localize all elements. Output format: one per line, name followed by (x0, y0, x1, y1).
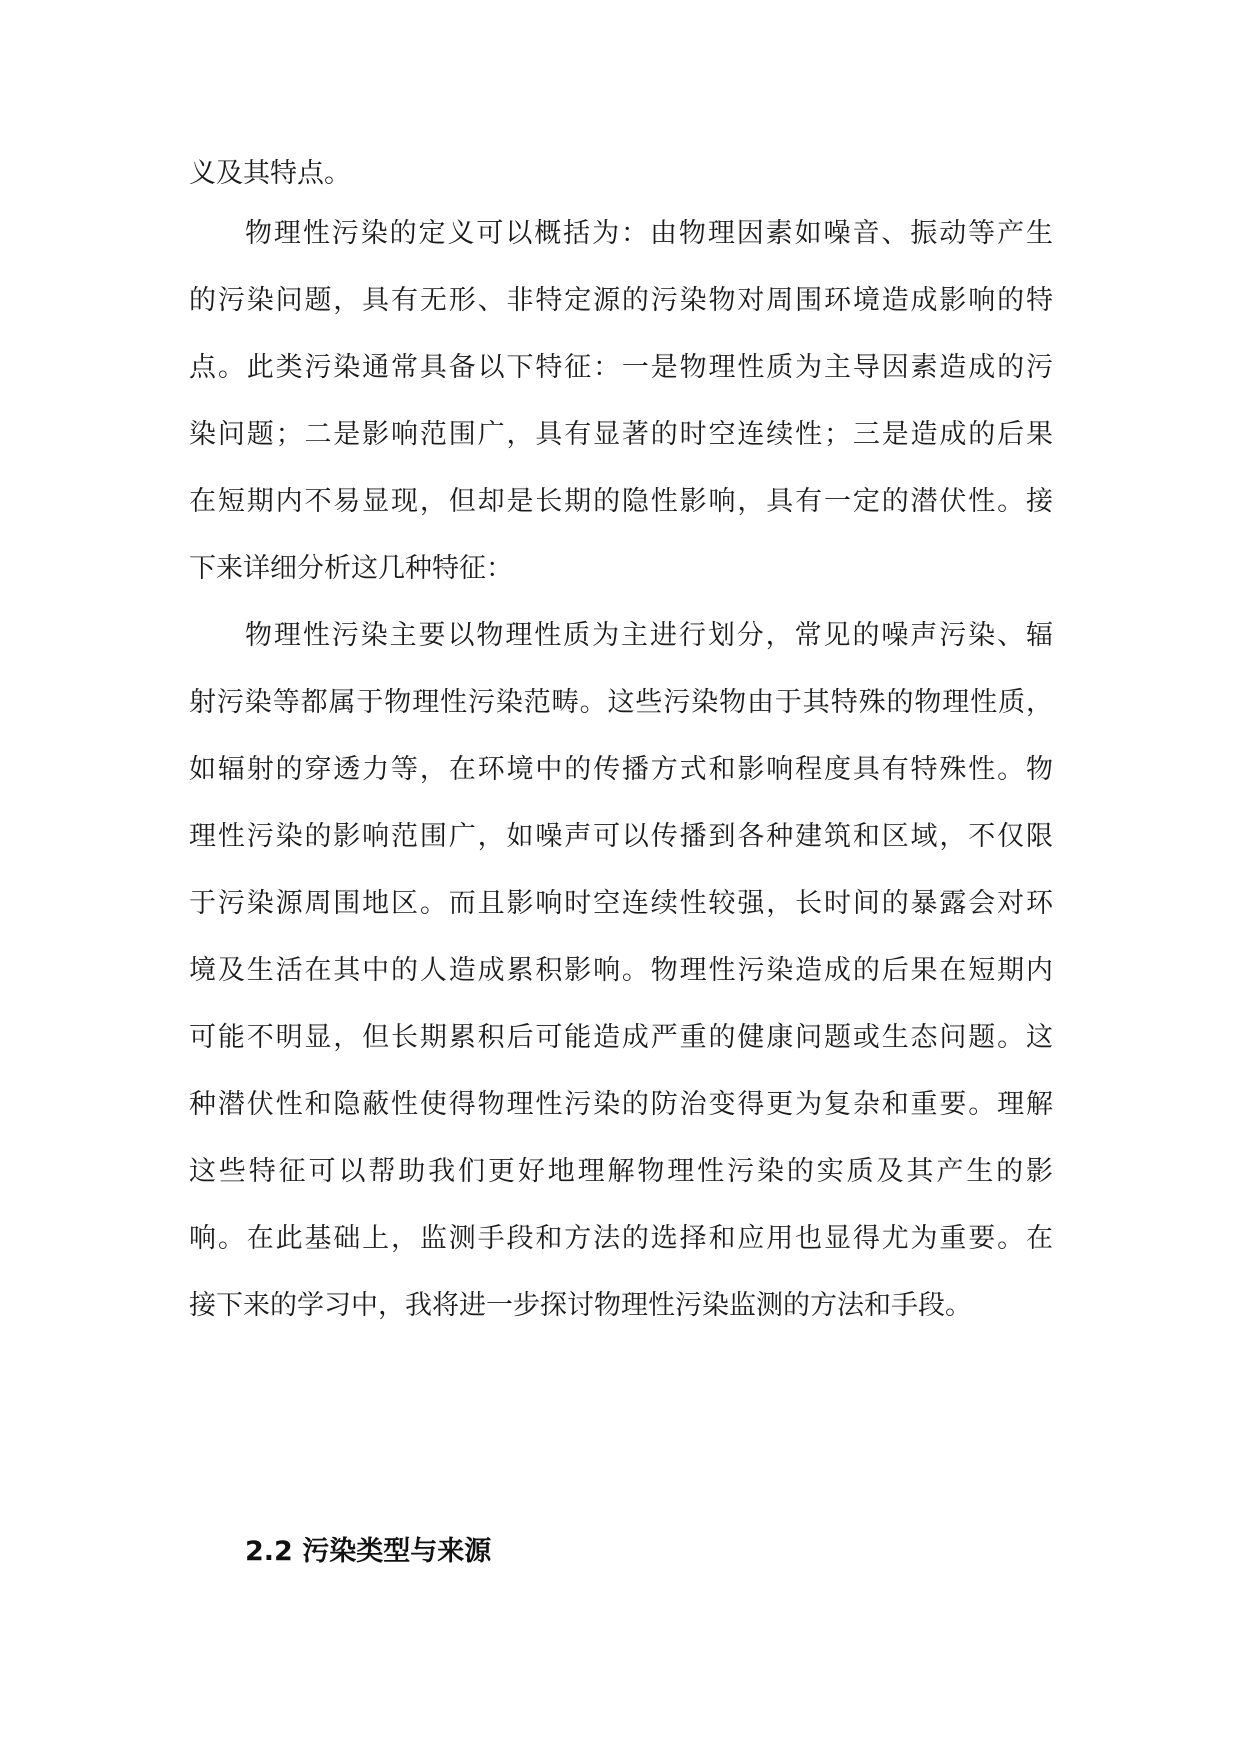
text-line: 种潜伏性和隐蔽性使得物理性污染的防治变得更为复杂和重要。理解 (189, 1089, 1053, 1120)
text-line: 境及生活在其中的人造成累积影响。物理性污染造成的后果在短期内 (189, 955, 1053, 986)
text-line: 的污染问题，具有无形、非特定源的污染物对周围环境造成影响的特 (189, 285, 1053, 316)
text-line: 义及其特点。 (189, 158, 351, 189)
text-line: 响。在此基础上，监测手段和方法的选择和应用也显得尤为重要。在 (189, 1223, 1053, 1254)
text-line: 点。此类污染通常具备以下特征：一是物理性质为主导因素造成的污 (189, 352, 1053, 383)
text-line: 这些特征可以帮助我们更好地理解物理性污染的实质及其产生的影 (189, 1156, 1053, 1187)
text-line: 下来详细分析这几种特征： (189, 553, 513, 584)
text-line: 于污染源周围地区。而且影响时空连续性较强，长时间的暴露会对环 (189, 888, 1053, 919)
paragraph-first-line: 物理性污染的定义可以概括为：由物理因素如噪音、振动等产生 (245, 218, 1053, 249)
body-text (189, 148, 1053, 1339)
text-line: 射污染等都属于物理性污染范畴。这些污染物由于其特殊的物理性质， (189, 687, 1053, 718)
text-line: 可能不明显，但长期累积后可能造成严重的健康问题或生态问题。这 (189, 1022, 1053, 1053)
text-line: 接下来的学习中，我将进一步探讨物理性污染监测的方法和手段。 (189, 1290, 972, 1321)
section-heading: 2.2 污染类型与来源 (245, 1536, 492, 1567)
text-line: 理性污染的影响范围广，如噪声可以传播到各种建筑和区域，不仅限 (189, 821, 1053, 852)
paragraph-first-line: 物理性污染主要以物理性质为主进行划分，常见的噪声污染、辐 (245, 620, 1053, 651)
text-line: 染问题；二是影响范围广，具有显著的时空连续性；三是造成的后果 (189, 419, 1053, 450)
text-line: 在短期内不易显现，但却是长期的隐性影响，具有一定的潜伏性。接 (189, 486, 1053, 517)
text-line: 如辐射的穿透力等，在环境中的传播方式和影响程度具有特殊性。物 (189, 754, 1053, 785)
